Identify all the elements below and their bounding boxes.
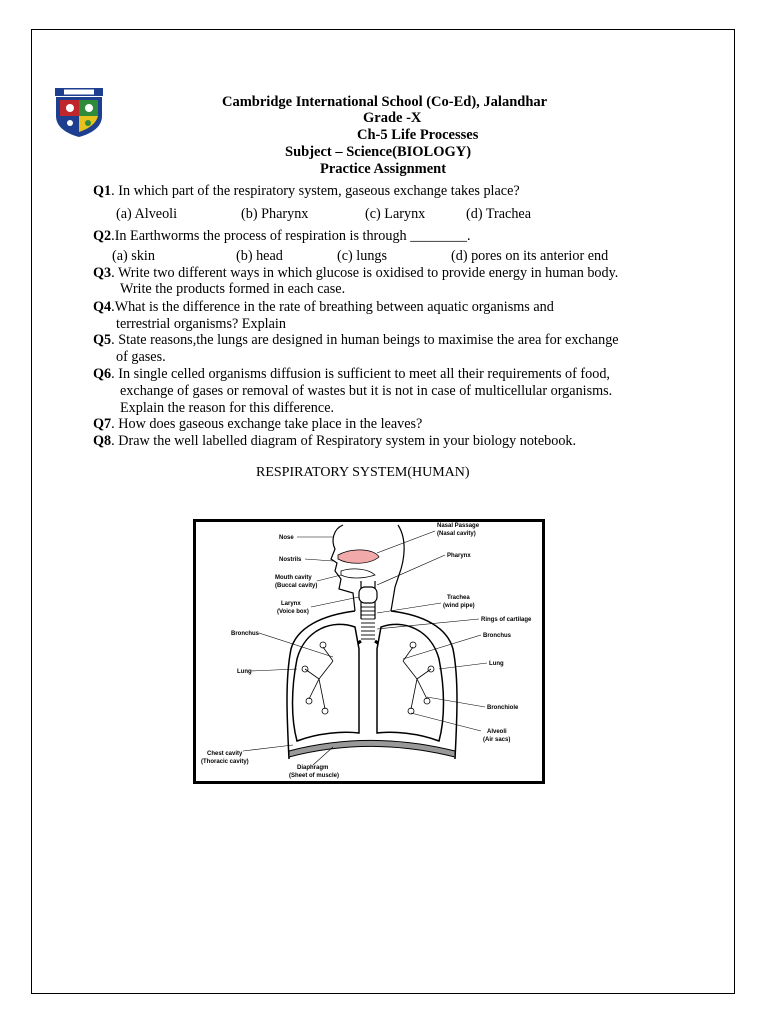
question-number: Q7 xyxy=(93,416,112,432)
diagram-title: RESPIRATORY SYSTEM(HUMAN) xyxy=(256,465,470,480)
label-wind-pipe: (wind pipe) xyxy=(443,603,475,609)
question-number: Q1 xyxy=(93,183,112,199)
question-text: . Write two different ways in which glucose is oxidised to provide energy in human body. xyxy=(111,265,619,281)
question-1 xyxy=(93,183,520,199)
school-logo xyxy=(52,86,106,138)
question-number: Q3 xyxy=(93,265,112,281)
question-number: Q4 xyxy=(93,299,112,315)
question-text: . State reasons,the lungs are designed in human beings to maximise the area for exchange xyxy=(111,332,619,348)
question-text: . In single celled organisms diffusion is sufficient to meet all their requirements of food, xyxy=(111,366,610,382)
option: (d) pores on its anterior end xyxy=(451,248,609,264)
option: (a) Alveoli xyxy=(116,206,178,222)
question-number: Q5 xyxy=(93,332,112,348)
question-7 xyxy=(93,416,422,432)
label-diaphragm: Diaphragm xyxy=(297,765,329,771)
label-bronchiole: Bronchiole xyxy=(487,705,519,711)
label-nasal-passage: Nasal Passage xyxy=(437,523,480,529)
label-trachea: Trachea xyxy=(447,595,470,601)
question-4-continued: terrestrial organisms? Explain xyxy=(116,316,286,332)
question-5-continued: of gases. xyxy=(116,349,166,365)
label-voice-box: (Voice box) xyxy=(277,609,309,615)
grade: Grade -X xyxy=(363,110,422,126)
label-mouth-cavity: Mouth cavity xyxy=(275,575,312,581)
question-text: .What is the difference in the rate of breathing between aquatic organisms and xyxy=(111,299,554,315)
label-nostrils: Nostrils xyxy=(279,557,302,563)
question-3 xyxy=(93,265,618,281)
label-nose: Nose xyxy=(279,535,294,541)
question-6-continued-2: Explain the reason for this difference. xyxy=(120,400,335,416)
label-sheet-of-muscle: (Sheet of muscle) xyxy=(289,773,340,779)
option: (d) Trachea xyxy=(466,206,532,222)
question-2 xyxy=(93,228,471,244)
label-bronchus-right: Bronchus xyxy=(483,633,512,639)
label-nasal-cavity: (Nasal cavity) xyxy=(437,531,476,537)
label-lung-left: Lung xyxy=(237,669,252,675)
label-chest-cavity: Chest cavity xyxy=(207,751,243,757)
question-text: .In Earthworms the process of respiration is through ________. xyxy=(111,228,471,244)
label-buccal-cavity: (Buccal cavity) xyxy=(275,583,318,589)
question-5 xyxy=(93,332,619,348)
question-number: Q8 xyxy=(93,433,112,449)
subject: Subject – Science(BIOLOGY) xyxy=(285,144,472,160)
question-text: . How does gaseous exchange take place in the leaves? xyxy=(111,416,423,432)
question-3-continued: Write the products formed in each case. xyxy=(120,281,346,297)
question-4 xyxy=(93,299,554,315)
question-text: . In which part of the respiratory system, gaseous exchange takes place? xyxy=(111,183,520,199)
option: (c) lungs xyxy=(337,248,388,264)
label-alveoli: Alveoli xyxy=(487,729,507,735)
chapter: Ch-5 Life Processes xyxy=(357,127,479,143)
label-air-sacs: (Air sacs) xyxy=(483,737,511,743)
option: (b) head xyxy=(236,248,283,264)
label-lung-right: Lung xyxy=(489,661,504,667)
label-bronchus-left: Bronchus xyxy=(231,631,260,637)
school-name: Cambridge International School (Co-Ed), Jalandhar xyxy=(222,94,548,110)
label-thoracic-cavity: (Thoracic cavity) xyxy=(201,759,249,765)
question-6 xyxy=(93,366,610,382)
label-pharynx: Pharynx xyxy=(447,553,471,559)
respiratory-system-diagram xyxy=(193,519,545,784)
question-text: . Draw the well labelled diagram of Respiratory system in your biology notebook. xyxy=(111,433,577,449)
question-6-continued-1: exchange of gases or removal of wastes but it is not in case of multicellular organisms. xyxy=(120,383,613,399)
assignment-title: Practice Assignment xyxy=(320,161,447,177)
option: (a) skin xyxy=(112,248,155,264)
question-number: Q2 xyxy=(93,228,112,244)
question-number: Q6 xyxy=(93,366,112,382)
label-rings-of-cartilage: Rings of cartilage xyxy=(481,617,532,623)
question-8 xyxy=(93,433,576,449)
label-larynx: Larynx xyxy=(281,601,301,607)
option: (c) Larynx xyxy=(365,206,426,222)
option: (b) Pharynx xyxy=(241,206,309,222)
